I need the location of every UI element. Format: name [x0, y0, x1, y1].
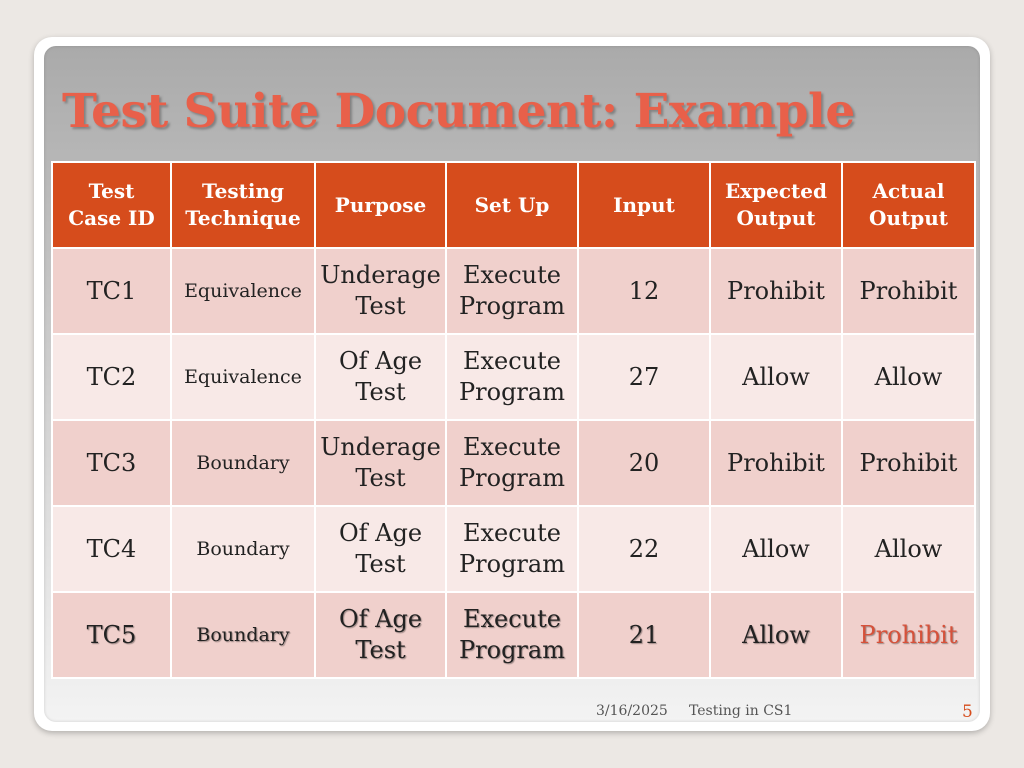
cell-input: 22	[578, 506, 710, 592]
header-actual-output: Actual Output	[842, 162, 975, 248]
cell-setup: Execute Program	[446, 592, 578, 678]
header-test-case-id: Test Case ID	[52, 162, 171, 248]
cell-setup: Execute Program	[446, 506, 578, 592]
slide-number: 5	[962, 702, 973, 722]
test-suite-table	[51, 161, 976, 679]
cell-input: 27	[578, 334, 710, 420]
cell-actual-mismatch: Prohibit	[842, 592, 975, 678]
cell-expected: Prohibit	[710, 420, 842, 506]
cell-technique: Equivalence	[171, 248, 315, 334]
header-purpose: Purpose	[315, 162, 446, 248]
cell-technique: Equivalence	[171, 334, 315, 420]
cell-technique: Boundary	[171, 420, 315, 506]
table-row	[52, 420, 975, 506]
cell-actual: Allow	[842, 334, 975, 420]
cell-expected: Allow	[710, 506, 842, 592]
footer-title: Testing in CS1	[689, 703, 793, 719]
cell-input: 12	[578, 248, 710, 334]
cell-setup: Execute Program	[446, 248, 578, 334]
table-row	[52, 506, 975, 592]
cell-test-case-id: TC1	[52, 248, 171, 334]
cell-actual: Prohibit	[842, 248, 975, 334]
cell-setup: Execute Program	[446, 420, 578, 506]
cell-test-case-id: TC2	[52, 334, 171, 420]
cell-purpose: Of Age Test	[315, 592, 446, 678]
cell-expected: Allow	[710, 592, 842, 678]
cell-test-case-id: TC5	[52, 592, 171, 678]
table-header-row	[52, 162, 975, 248]
cell-purpose: Underage Test	[315, 420, 446, 506]
header-input: Input	[578, 162, 710, 248]
table-row	[52, 334, 975, 420]
table-row-highlighted	[52, 592, 975, 678]
cell-technique: Boundary	[171, 592, 315, 678]
cell-input: 20	[578, 420, 710, 506]
cell-expected: Prohibit	[710, 248, 842, 334]
table-row	[52, 248, 975, 334]
header-testing-technique: Testing Technique	[171, 162, 315, 248]
cell-purpose: Underage Test	[315, 248, 446, 334]
header-expected-output: Expected Output	[710, 162, 842, 248]
cell-actual: Allow	[842, 506, 975, 592]
cell-technique: Boundary	[171, 506, 315, 592]
cell-test-case-id: TC4	[52, 506, 171, 592]
footer-date: 3/16/2025	[596, 703, 668, 719]
header-set-up: Set Up	[446, 162, 578, 248]
cell-input: 21	[578, 592, 710, 678]
cell-purpose: Of Age Test	[315, 506, 446, 592]
cell-expected: Allow	[710, 334, 842, 420]
cell-purpose: Of Age Test	[315, 334, 446, 420]
cell-test-case-id: TC3	[52, 420, 171, 506]
cell-actual: Prohibit	[842, 420, 975, 506]
cell-setup: Execute Program	[446, 334, 578, 420]
slide-title: Test Suite Document: Example	[62, 84, 855, 139]
